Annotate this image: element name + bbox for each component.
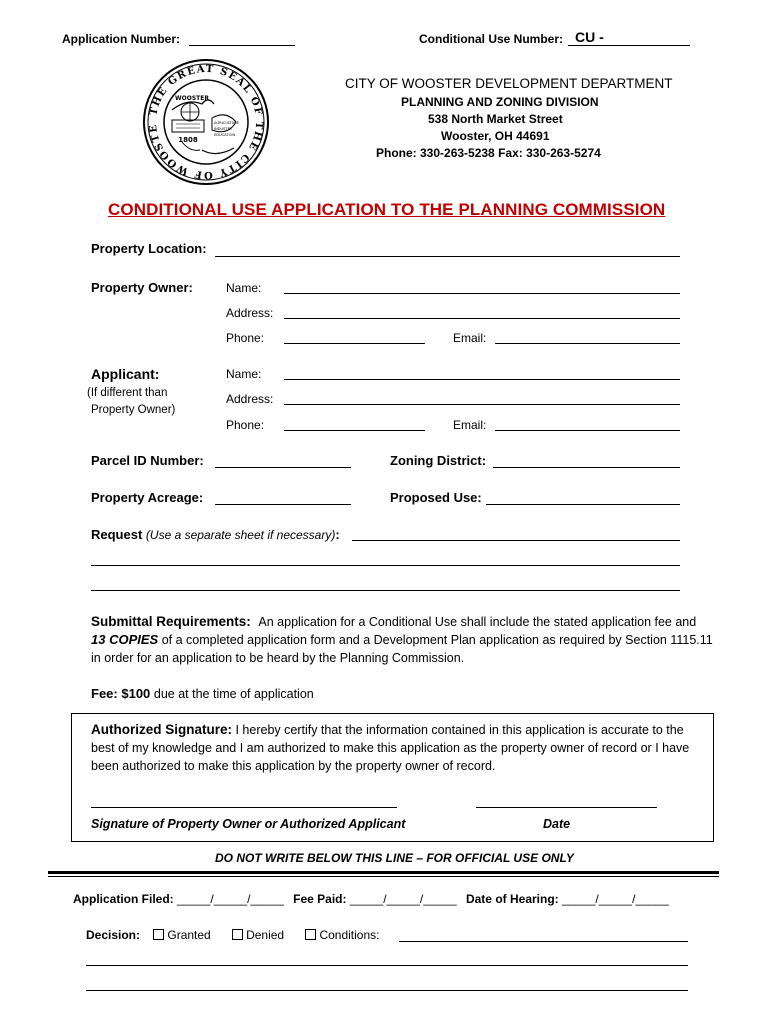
granted-checkbox[interactable] [153,929,164,940]
zoning-district-field[interactable] [493,467,680,468]
applicant-address-field[interactable] [284,404,680,405]
applicant-name-field[interactable] [284,379,680,380]
denied-checkbox[interactable] [232,929,243,940]
parcel-id-label: Parcel ID Number: [91,453,204,468]
applicant-phone-field[interactable] [284,430,425,431]
owner-name-label: Name: [226,281,262,295]
application-filed-label: Application Filed: [73,892,174,906]
seal-motto-1: AGRICULTURE [214,121,239,125]
divider-thin [48,876,719,877]
granted-label: Granted [167,928,211,942]
seal-year: 1808 [178,136,198,144]
svg-text:THE GREAT SEAL OF THE CITY OF [142,58,264,180]
applicant-address-label: Address: [226,392,274,406]
signature-label: Signature of Property Owner or Authorized Applicant [91,817,406,831]
fee-paid-field[interactable]: _____/_____/_____ [349,892,457,906]
submittal-text-1: An application for a Conditional Use shall include the stated application fee and [258,615,697,629]
applicant-name-label: Name: [226,367,262,381]
conditional-use-field[interactable] [568,45,690,46]
division-name: PLANNING AND ZONING DIVISION [401,95,599,109]
property-owner-label: Property Owner: [91,280,193,295]
owner-phone-label: Phone: [226,331,265,345]
owner-name-field[interactable] [284,293,680,294]
divider-thick [48,871,719,874]
owner-email-label: Email: [453,331,487,345]
denied-label: Denied [246,928,285,942]
request-note: (Use a separate sheet if necessary) [145,528,336,542]
owner-email-field[interactable] [495,343,680,344]
request-label-group [91,527,340,542]
zoning-district-label: Zoning District: [390,453,487,468]
applicant-email-label: Email: [453,418,487,432]
conditions-checkbox[interactable] [305,929,316,940]
proposed-use-label: Proposed Use: [390,490,482,505]
request-field-line-2[interactable] [91,565,680,566]
submittal-copies: 13 COPIES [91,632,159,647]
signature-text: I hereby certify that the information contained in this application is accurate to the best of my knowledge and I am authorized to make this application as the property owner of record or I have been authorized to make this application by the property owner of record. [91,723,690,773]
seal-motto-3: EDUCATION [214,133,236,137]
city-seal-icon [142,58,270,186]
owner-address-label: Address: [226,306,274,320]
submittal-heading: Submittal Requirements: [91,614,251,629]
request-field-line-3[interactable] [91,590,680,591]
street-address: 538 North Market Street [428,112,563,126]
conditions-field-line-1[interactable] [399,941,688,942]
date-of-hearing-label: Date of Hearing: [465,892,559,906]
applicant-label: Applicant: [91,366,160,382]
fee-paid-label: Fee Paid: [293,892,347,906]
proposed-use-field[interactable] [486,504,680,505]
phone-fax: Phone: 330-263-5238 Fax: 330-263-5274 [376,146,601,160]
signature-field[interactable] [91,807,397,808]
official-row-2 [86,928,379,942]
submittal-text-2: of a completed application form and a Development Plan application as required by Section 1115.11 in order for an application to be heard by the Planning Commission. [91,633,713,665]
applicant-note-1: (If different than [87,387,168,399]
date-of-hearing-field[interactable]: _____/_____/_____ [562,892,669,906]
owner-address-field[interactable] [284,318,680,319]
owner-phone-field[interactable] [284,343,425,344]
applicant-phone-label: Phone: [226,418,265,432]
property-acreage-label: Property Acreage: [91,490,204,505]
fee-amount: $100 [121,686,151,701]
request-colon: : [335,527,340,542]
parcel-id-field[interactable] [215,467,351,468]
seal-ring-text: THE GREAT SEAL OF THE CITY OF WOOSTE [147,63,265,181]
seal-motto-2: INDUSTRY [214,127,233,131]
signature-heading: Authorized Signature: [91,722,232,737]
signature-date-field[interactable] [476,807,657,808]
fee-label: Fee: [91,686,118,701]
department-name: CITY OF WOOSTER DEVELOPMENT DEPARTMENT [345,76,673,91]
submittal-requirements [91,613,721,631]
decision-label: Decision: [86,928,141,942]
city-state-zip: Wooster, OH 44691 [441,129,550,143]
application-number-label: Application Number: [62,32,181,46]
conditions-field-line-2[interactable] [86,965,688,966]
application-filed-field[interactable]: _____/_____/_____ [177,892,284,906]
form-title: CONDITIONAL USE APPLICATION TO THE PLANNING COMMISSION [108,200,666,219]
seal-inner-top: WOOSTER [175,95,209,102]
signature-certification [91,721,709,775]
property-location-label: Property Location: [91,241,207,256]
submittal-continuation [91,631,723,667]
application-number-field[interactable] [189,45,295,46]
request-field-line-1[interactable] [352,540,680,541]
property-acreage-field[interactable] [215,504,351,505]
conditional-use-label: Conditional Use Number: [419,32,564,46]
conditional-use-prefix: CU - [575,29,604,45]
request-label: Request [91,527,143,542]
conditions-field-line-3[interactable] [86,990,688,991]
applicant-email-field[interactable] [495,430,680,431]
fee-text: due at the time of application [153,687,314,701]
applicant-note-2: Property Owner) [91,404,176,416]
official-row-1 [73,892,669,906]
signature-date-label: Date [543,817,571,831]
fee-line [91,686,314,701]
conditions-label: Conditions: [319,928,380,942]
property-location-field[interactable] [215,256,680,257]
official-use-notice: DO NOT WRITE BELOW THIS LINE – FOR OFFICIAL USE ONLY [215,851,574,865]
